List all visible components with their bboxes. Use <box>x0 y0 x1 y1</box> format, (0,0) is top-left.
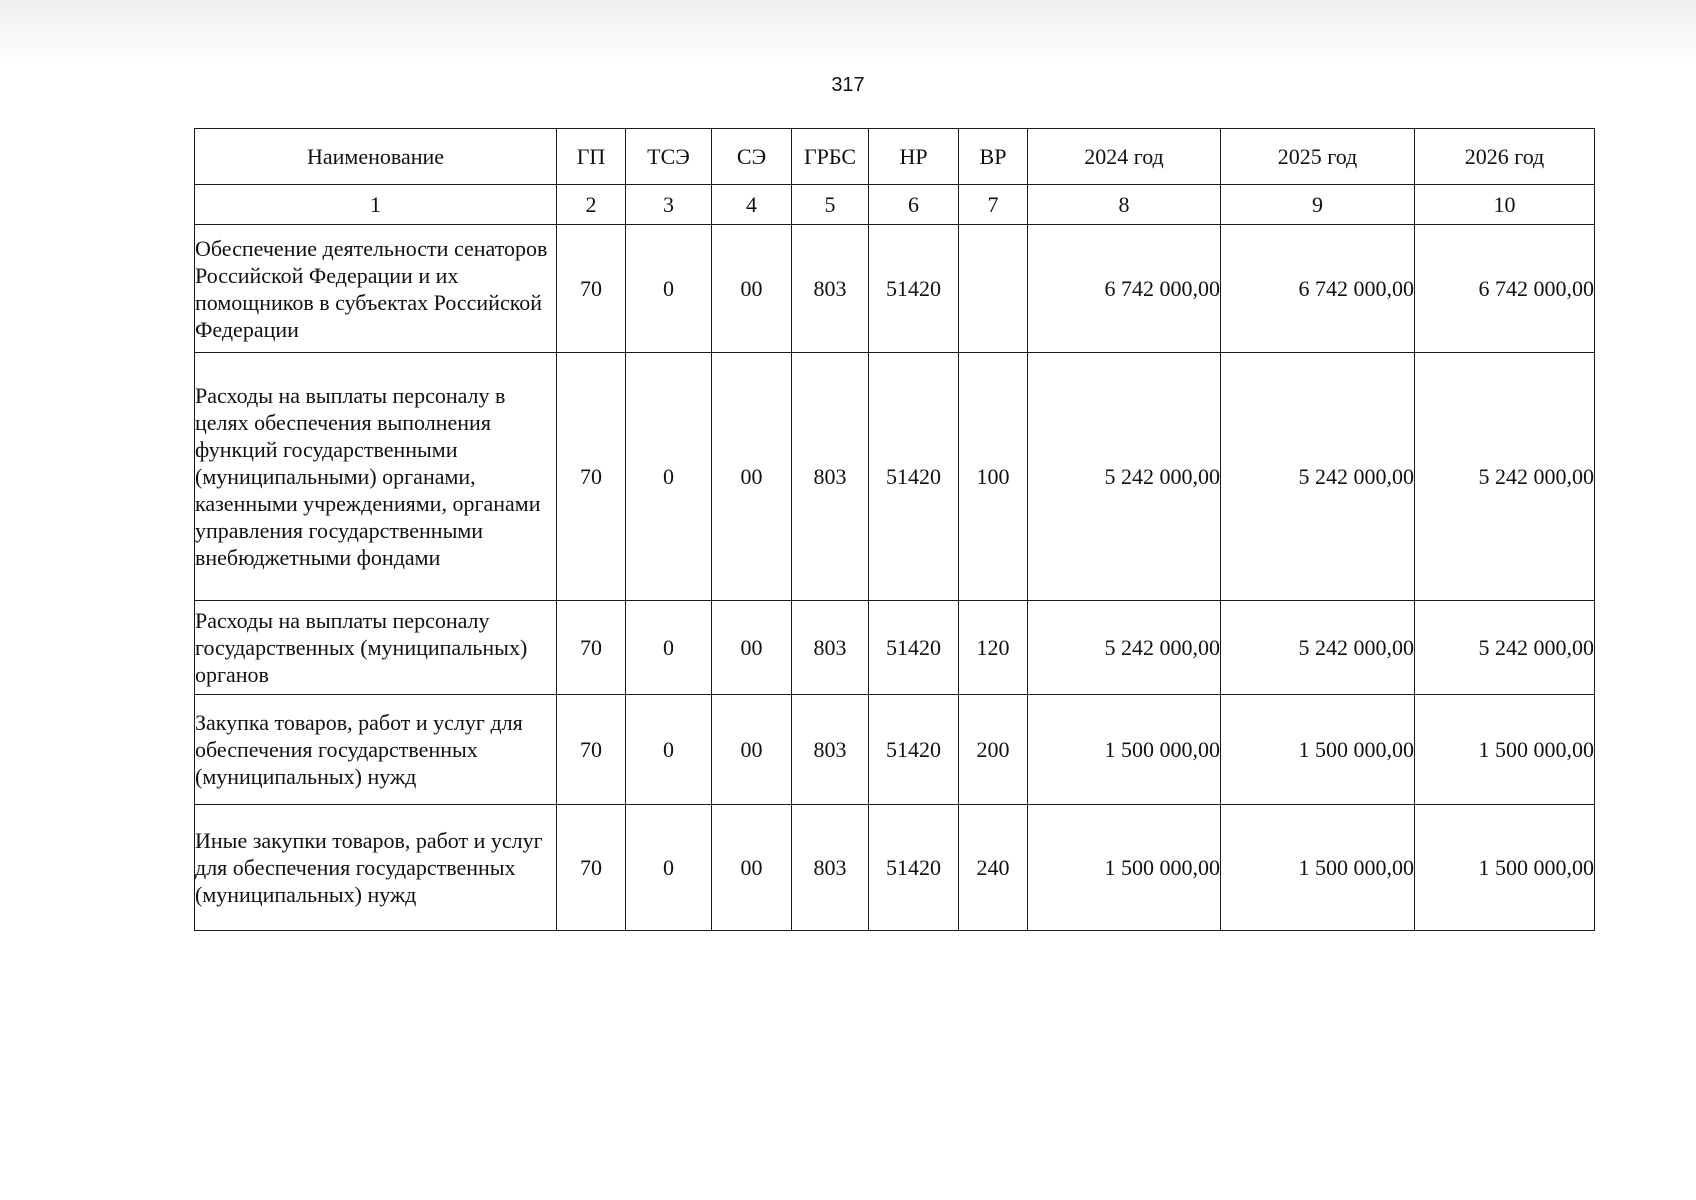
column-number: 9 <box>1221 185 1415 225</box>
column-number: 2 <box>557 185 626 225</box>
cell-tse: 0 <box>626 601 712 695</box>
cell-nr: 51420 <box>869 695 959 805</box>
cell-tse: 0 <box>626 805 712 931</box>
row-name: Иные закупки товаров, работ и услуг для обеспечения государственных (муниципальных) нужд <box>195 805 557 931</box>
cell-tse: 0 <box>626 225 712 353</box>
col-header-2025: 2025 год <box>1221 129 1415 185</box>
cell-2024: 5 242 000,00 <box>1028 601 1221 695</box>
col-header-grbs: ГРБС <box>792 129 869 185</box>
col-header-2026: 2026 год <box>1415 129 1595 185</box>
column-number-row <box>195 185 1595 225</box>
column-number: 10 <box>1415 185 1595 225</box>
column-number: 1 <box>195 185 557 225</box>
cell-grbs: 803 <box>792 225 869 353</box>
cell-2026: 1 500 000,00 <box>1415 805 1595 931</box>
page-number: 317 <box>831 74 865 96</box>
cell-gp: 70 <box>557 695 626 805</box>
cell-2024: 1 500 000,00 <box>1028 805 1221 931</box>
cell-grbs: 803 <box>792 805 869 931</box>
cell-nr: 51420 <box>869 805 959 931</box>
row-name: Расходы на выплаты персоналу государственных (муниципальных) органов <box>195 601 557 695</box>
cell-2026: 5 242 000,00 <box>1415 601 1595 695</box>
cell-2025: 1 500 000,00 <box>1221 805 1415 931</box>
cell-2025: 5 242 000,00 <box>1221 601 1415 695</box>
column-number: 7 <box>959 185 1028 225</box>
table-row <box>195 695 1595 805</box>
col-header-tse: ТСЭ <box>626 129 712 185</box>
col-header-name: Наименование <box>195 129 557 185</box>
cell-2025: 5 242 000,00 <box>1221 353 1415 601</box>
cell-se: 00 <box>712 601 792 695</box>
cell-2024: 6 742 000,00 <box>1028 225 1221 353</box>
column-number: 4 <box>712 185 792 225</box>
column-number: 8 <box>1028 185 1221 225</box>
cell-gp: 70 <box>557 805 626 931</box>
header-row <box>195 129 1595 185</box>
budget-table <box>194 128 1595 931</box>
col-header-2024: 2024 год <box>1028 129 1221 185</box>
cell-se: 00 <box>712 353 792 601</box>
cell-tse: 0 <box>626 695 712 805</box>
table-row <box>195 353 1595 601</box>
cell-2025: 6 742 000,00 <box>1221 225 1415 353</box>
col-header-gp: ГП <box>557 129 626 185</box>
cell-se: 00 <box>712 225 792 353</box>
cell-grbs: 803 <box>792 353 869 601</box>
cell-nr: 51420 <box>869 601 959 695</box>
cell-vr <box>959 225 1028 353</box>
cell-nr: 51420 <box>869 225 959 353</box>
column-number: 5 <box>792 185 869 225</box>
row-name: Расходы на выплаты персоналу в целях обеспечения выполнения функций государственными (муниципальными) органами, казенными учреждениями, органами управления государственными внебюджетными фондами <box>195 353 557 601</box>
cell-gp: 70 <box>557 225 626 353</box>
cell-2026: 1 500 000,00 <box>1415 695 1595 805</box>
scan-shadow <box>0 0 1696 64</box>
row-name: Обеспечение деятельности сенаторов Российской Федерации и их помощников в субъектах Российской Федерации <box>195 225 557 353</box>
cell-2026: 5 242 000,00 <box>1415 353 1595 601</box>
cell-gp: 70 <box>557 601 626 695</box>
col-header-se: СЭ <box>712 129 792 185</box>
cell-2024: 1 500 000,00 <box>1028 695 1221 805</box>
cell-grbs: 803 <box>792 601 869 695</box>
cell-vr: 100 <box>959 353 1028 601</box>
cell-se: 00 <box>712 695 792 805</box>
row-name: Закупка товаров, работ и услуг для обеспечения государственных (муниципальных) нужд <box>195 695 557 805</box>
table-row <box>195 805 1595 931</box>
cell-vr: 200 <box>959 695 1028 805</box>
cell-grbs: 803 <box>792 695 869 805</box>
col-header-nr: НР <box>869 129 959 185</box>
cell-se: 00 <box>712 805 792 931</box>
cell-gp: 70 <box>557 353 626 601</box>
cell-vr: 240 <box>959 805 1028 931</box>
cell-vr: 120 <box>959 601 1028 695</box>
cell-nr: 51420 <box>869 353 959 601</box>
column-number: 3 <box>626 185 712 225</box>
cell-2024: 5 242 000,00 <box>1028 353 1221 601</box>
column-number: 6 <box>869 185 959 225</box>
cell-tse: 0 <box>626 353 712 601</box>
table-row <box>195 225 1595 353</box>
cell-2025: 1 500 000,00 <box>1221 695 1415 805</box>
table-row <box>195 601 1595 695</box>
col-header-vr: ВР <box>959 129 1028 185</box>
cell-2026: 6 742 000,00 <box>1415 225 1595 353</box>
